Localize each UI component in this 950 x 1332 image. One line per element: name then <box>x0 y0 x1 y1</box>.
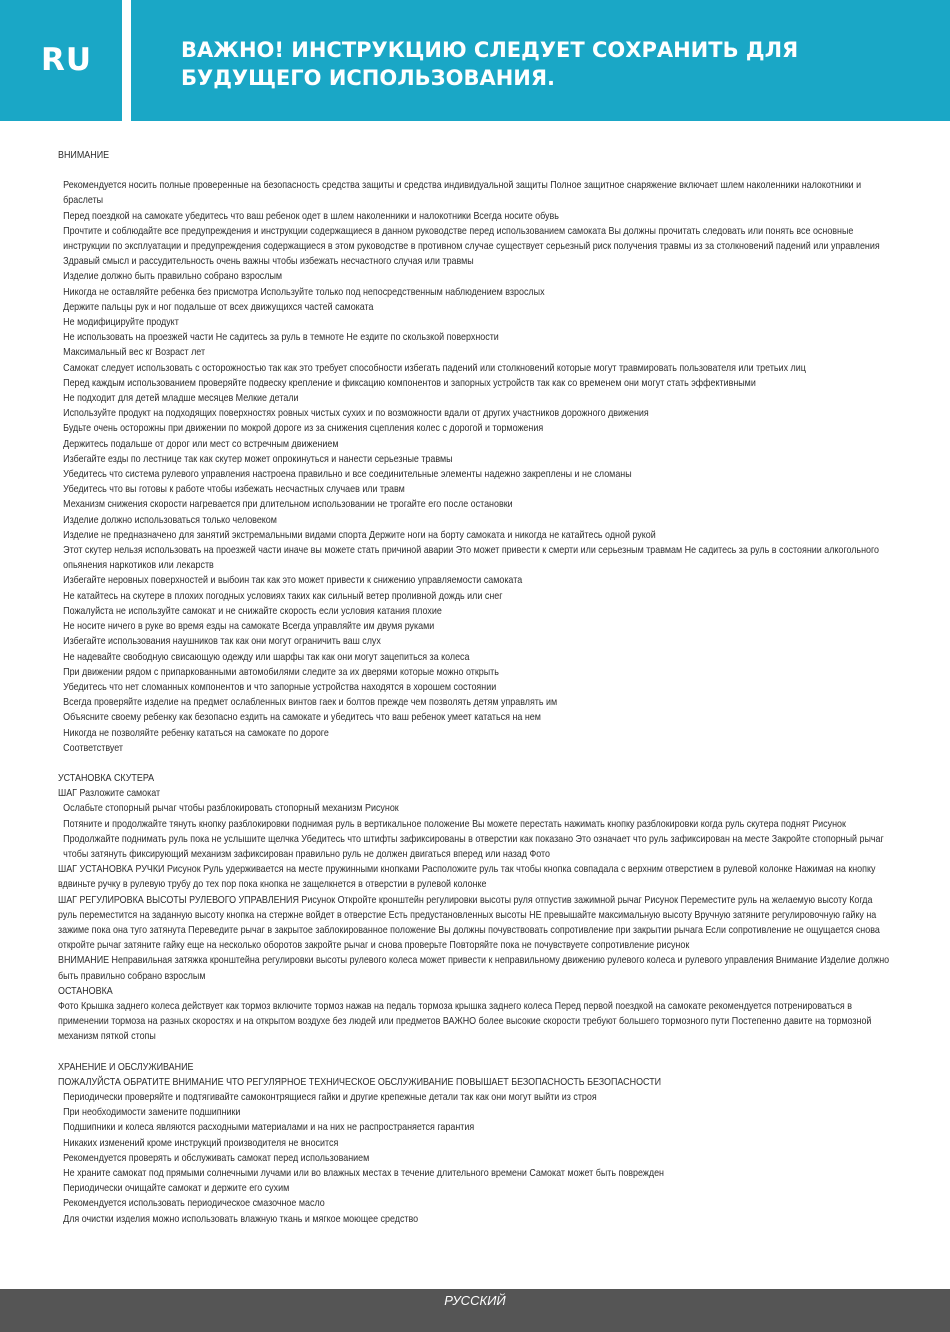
text-line: ШАГ Разложите самокат <box>58 788 161 800</box>
section-heading: ХРАНЕНИЕ И ОБСЛУЖИВАНИЕ <box>58 1061 194 1073</box>
text-line: Прочтите и соблюдайте все предупреждения и инструкции содержащиеся в данном руководстве перед использованием самоката Вы должны прочитать следовать или понять все основные инструкции по эксплуатации и предупреждения содержащиеся в этом руководстве в противном случае существует серьезный риск получения травмы из за столкновений падений или управления <box>63 225 880 253</box>
language-badge <box>0 0 122 121</box>
page-title: ВАЖНО! ИНСТРУКЦИЮ СЛЕДУЕТ СОХРАНИТЬ ДЛЯ БУДУЩЕГО ИСПОЛЬЗОВАНИЯ. <box>181 38 799 90</box>
text-line: Максимальный вес кг Возраст лет <box>63 347 206 359</box>
text-line: При движении рядом с припаркованными автомобилями следите за их дверями которые можно открыть <box>63 666 499 678</box>
section <box>58 148 892 756</box>
text-line: Избегайте использования наушников так как они могут ограничить ваш слух <box>63 636 381 648</box>
text-line: Используйте продукт на подходящих поверхностях ровных чистых сухих и по возможности вдали от других участников дорожного движения <box>63 408 649 420</box>
text-line: Не храните самокат под прямыми солнечными лучами или во влажных местах в течение длительного времени Самокат может быть поврежден <box>63 1168 664 1179</box>
text-line: Рекомендуется использовать периодическое смазочное масло <box>63 1198 325 1210</box>
text-line: Объясните своему ребенку как безопасно ездить на самокате и убедитесь что ваш ребенок умеет кататься на нем <box>63 712 541 724</box>
text-line: Никогда не оставляйте ребенка без присмотра Используйте только под непосредственным наблюдением взрослых <box>63 286 545 298</box>
text-line: Избегайте езды по лестнице так как скутер может опрокинуться и нанести серьезные травмы <box>63 453 453 465</box>
text-line: Соответствует <box>63 742 124 754</box>
section <box>58 771 892 1045</box>
text-line: ШАГ РЕГУЛИРОВКА ВЫСОТЫ РУЛЕВОГО УПРАВЛЕНИЯ Рисунок Откройте кронштейн регулировки высоты руля отпустив зажимной рычаг Рисунок Переместите руль на желаемую высоту Когда руль переместится на заданную высоту кнопка на стержне войдет в отверстие Есть предустановленных высоты НЕ превышайте максимальную высоту Вручную затяните регулировочную гайку на зажиме пока она туго затянута Переведите рычаг в закрытое заблокированное положение Вы должны почувствовать сопротивление при закрытии рычага Если сопротивление не ощущается снова откройте рычаг затяните гайку еще на несколько оборотов закройте рычаг и снова проверьте Повторяйте пока не почувствуете сопротивление рисунок <box>58 894 880 952</box>
footer-language-label: РУССКИЙ <box>444 1293 506 1308</box>
text-line: Перед каждым использованием проверяйте подвеску крепление и фиксацию компонентов и запорных устройств так как со временем они могут стать эффективными <box>63 377 756 389</box>
text-line: Фото Крышка заднего колеса действует как тормоз включите тормоз нажав на педаль тормоза крышка заднего колеса Перед первой поездкой на самокате рекомендуется потренироваться в применении тормоза на разных скоростях и на открытом воздухе без людей или предметов ВАЖНО более высокие скорости требуют большего тормозного пути Постепенно давите на тормозной механизм пяткой стопы <box>58 1000 872 1043</box>
text-line: Ослабьте стопорный рычаг чтобы разблокировать стопорный механизм Рисунок <box>63 803 399 815</box>
text-line: Здравый смысл и рассудительность очень важны чтобы избежать несчастного случая или травмы <box>63 256 474 268</box>
text-line: Пожалуйста не используйте самокат и не снижайте скорость если условия катания плохие <box>63 605 442 617</box>
text-line: Будьте очень осторожны при движении по мокрой дороге из за снижения сцепления колес с дорогой и торможения <box>63 423 544 435</box>
section-heading: УСТАНОВКА СКУТЕРА <box>58 772 155 784</box>
text-line: Рекомендуется носить полные проверенные на безопасность средства защиты и средства индивидуальной защиты Полное защитное снаряжение включает шлем наколенники налокотники и браслеты <box>63 180 862 207</box>
text-line: Подшипники и колеса являются расходными материалами и на них не распространяется гарантия <box>63 1122 475 1134</box>
text-line: Не модифицируйте продукт <box>63 317 179 329</box>
text-line: Самокат следует использовать с осторожностью так как это требует способности избегать падений или столкновений которые могут травмировать пользователя или третьих лиц <box>63 362 806 374</box>
text-line: ВНИМАНИЕ Неправильная затяжка кронштейна регулировки высоты рулевого колеса может привести к неправильному движению рулевого колеса и рулевого управления Внимание Изделие должно быть правильно собрано взрослым <box>58 955 890 982</box>
text-line: Периодически очищайте самокат и держите его сухим <box>63 1183 290 1195</box>
header-bar <box>0 0 950 121</box>
text-line: Убедитесь что вы готовы к работе чтобы избежать несчастных случаев или травм <box>63 484 405 496</box>
section <box>58 1060 892 1227</box>
text-line: Механизм снижения скорости нагревается при длительном использовании не трогайте его после остановки <box>63 499 513 511</box>
text-line: ОСТАНОВКА <box>58 985 113 997</box>
text-line: Держитесь подальше от дорог или мест со встречным движением <box>63 438 339 450</box>
section-heading: ВНИМАНИЕ <box>58 150 110 161</box>
text-line: Изделие не предназначено для занятий экстремальными видами спорта Держите ноги на борту самоката и никогда не катайтесь одной рукой <box>63 529 656 541</box>
language-code: RU <box>41 42 93 78</box>
text-line: При необходимости замените подшипники <box>63 1107 241 1119</box>
text-line: Всегда проверяйте изделие на предмет ослабленных винтов гаек и болтов прежде чем позволять детям управлять им <box>63 697 558 709</box>
text-line: Избегайте неровных поверхностей и выбоин так как это может привести к снижению управляемости самоката <box>63 575 523 587</box>
text-line: Держите пальцы рук и ног подальше от всех движущихся частей самоката <box>63 301 374 313</box>
text-line: Периодически проверяйте и подтягивайте самоконтрящиеся гайки и другие крепежные детали так как они могут выйти из строя <box>63 1091 597 1103</box>
text-line: Убедитесь что система рулевого управления настроена правильно и все соединительные элементы надежно закреплены и не сломаны <box>63 469 632 481</box>
text-line: Изделие должно использоваться только человеком <box>63 514 277 526</box>
header-divider <box>122 0 131 121</box>
text-line: Не использовать на проезжей части Не садитесь за руль в темноте Не ездите по скользкой поверхности <box>63 332 499 344</box>
text-line: Никаких изменений кроме инструкций производителя не вносится <box>63 1137 339 1149</box>
text-line: Не подходит для детей младше месяцев Мелкие детали <box>63 393 299 405</box>
text-line: ШАГ УСТАНОВКА РУЧКИ Рисунок Руль удерживается на месте пружинными кнопками Расположите руль так чтобы кнопка совпадала с верхним отверстием в рулевой колонке Нажимая на кнопку вдвиньте ручку в рулевую трубу до тех пор пока кнопка не защелкнется в отверстии в рулевой колонке <box>58 864 876 891</box>
text-line: Продолжайте поднимать руль пока не услышите щелчка Убедитесь что штифты зафиксированы в отверстии как показано Это означает что руль зафиксирован на месте Закройте стопорный рычаг чтобы затянуть фиксирующий механизм зафиксирован правильно руль не должен двигаться вперед или назад Фото <box>63 833 884 860</box>
document-body <box>58 148 892 1227</box>
text-line: Никогда не позволяйте ребенку кататься на самокате по дороге <box>63 727 329 739</box>
text-line: Не катайтесь на скутере в плохих погодных условиях таких как сильный ветер проливной дождь или снег <box>63 590 503 602</box>
spacer <box>58 163 892 178</box>
text-line: Не носите ничего в руке во время езды на самокате Всегда управляйте им двумя руками <box>63 621 435 633</box>
text-line: Этот скутер нельзя использовать на проезжей части иначе вы можете стать причиной аварии Это может привести к смерти или серьезным травмам Не садитесь за руль в состоянии алкогольного опьянения наркотиков или лекарств <box>63 545 880 572</box>
text-line: Не надевайте свободную свисающую одежду или шарфы так как они могут зацепиться за колеса <box>63 651 470 663</box>
text-line: Изделие должно быть правильно собрано взрослым <box>63 271 283 283</box>
text-line: Рекомендуется проверять и обслуживать самокат перед использованием <box>63 1152 370 1164</box>
text-line: ПОЖАЛУЙСТА ОБРАТИТЕ ВНИМАНИЕ ЧТО РЕГУЛЯРНОЕ ТЕХНИЧЕСКОЕ ОБСЛУЖИВАНИЕ ПОВЫШАЕТ БЕЗОПАСНОСТЬ БЕЗОПАСНОСТИ <box>58 1076 662 1088</box>
text-line: Потяните и продолжайте тянуть кнопку разблокировки поднимая руль в вертикальное положение Вы можете перестать нажимать кнопку разблокировки когда руль скутера поднят Рисунок <box>63 818 846 830</box>
text-line: Убедитесь что нет сломанных компонентов и что запорные устройства находятся в хорошем состоянии <box>63 681 497 693</box>
footer-bar <box>0 1289 950 1332</box>
text-line: Для очистки изделия можно использовать влажную ткань и мягкое моющее средство <box>63 1213 419 1225</box>
text-line: Перед поездкой на самокате убедитесь что ваш ребенок одет в шлем наколенники и налокотники Всегда носите обувь <box>63 210 559 222</box>
